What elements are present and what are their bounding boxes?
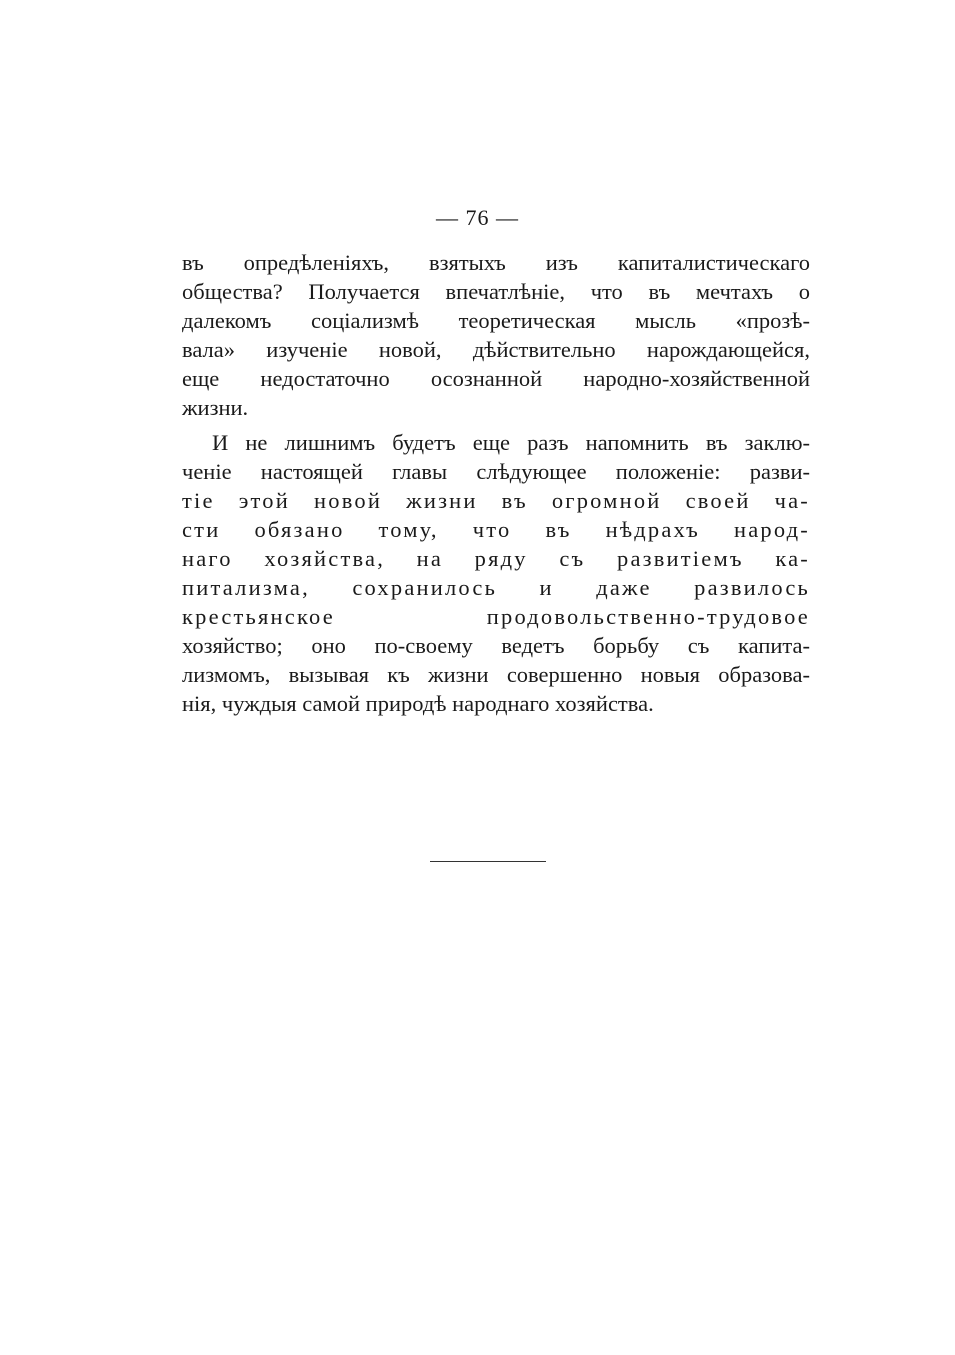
text-line: хозяйство; оно по-своему ведетъ борьбу съ капита- [182, 633, 810, 658]
page-number: — 76 — [436, 205, 519, 230]
text-line: нія, чуждыя самой природѣ народнаго хозяйства. [182, 691, 654, 716]
text-line: питализма, сохранилось и даже развилось [182, 575, 810, 600]
text-line: наго хозяйства, на ряду съ развитіемъ ка- [182, 546, 810, 571]
text-line: въ опредѣленіяхъ, взятыхъ изъ капиталистическаго [182, 250, 810, 275]
body-text [182, 248, 810, 718]
text-line: общества? Получается впечатлѣніе, что въ мечтахъ о [182, 279, 810, 304]
text-line: И не лишнимъ будетъ еще разъ напомнить въ заклю- [212, 430, 810, 455]
text-line: крестьянское продовольственно-трудовое [182, 604, 810, 629]
text-line: ченіе настоящей главы слѣдующее положеніе: разви- [182, 459, 810, 484]
text-line: вала» изученіе новой, дѣйствительно нарождающейся, [182, 337, 810, 362]
text-line: далекомъ соціализмѣ теоретическая мысль «прозѣ- [182, 308, 810, 333]
text-line: жизни. [182, 395, 249, 420]
text-line: еще недостаточно осознанной народно-хозяйственной [182, 366, 810, 391]
text-line: лизмомъ, вызывая къ жизни совершенно новыя образова- [182, 662, 810, 687]
text-line: тіе этой новой жизни въ огромной своей ча- [182, 488, 810, 513]
paragraph-1 [182, 248, 810, 422]
paragraph-2 [182, 428, 810, 718]
section-divider [430, 861, 546, 862]
text-line: сти обязано тому, что въ нѣдрахъ народ- [182, 517, 810, 542]
